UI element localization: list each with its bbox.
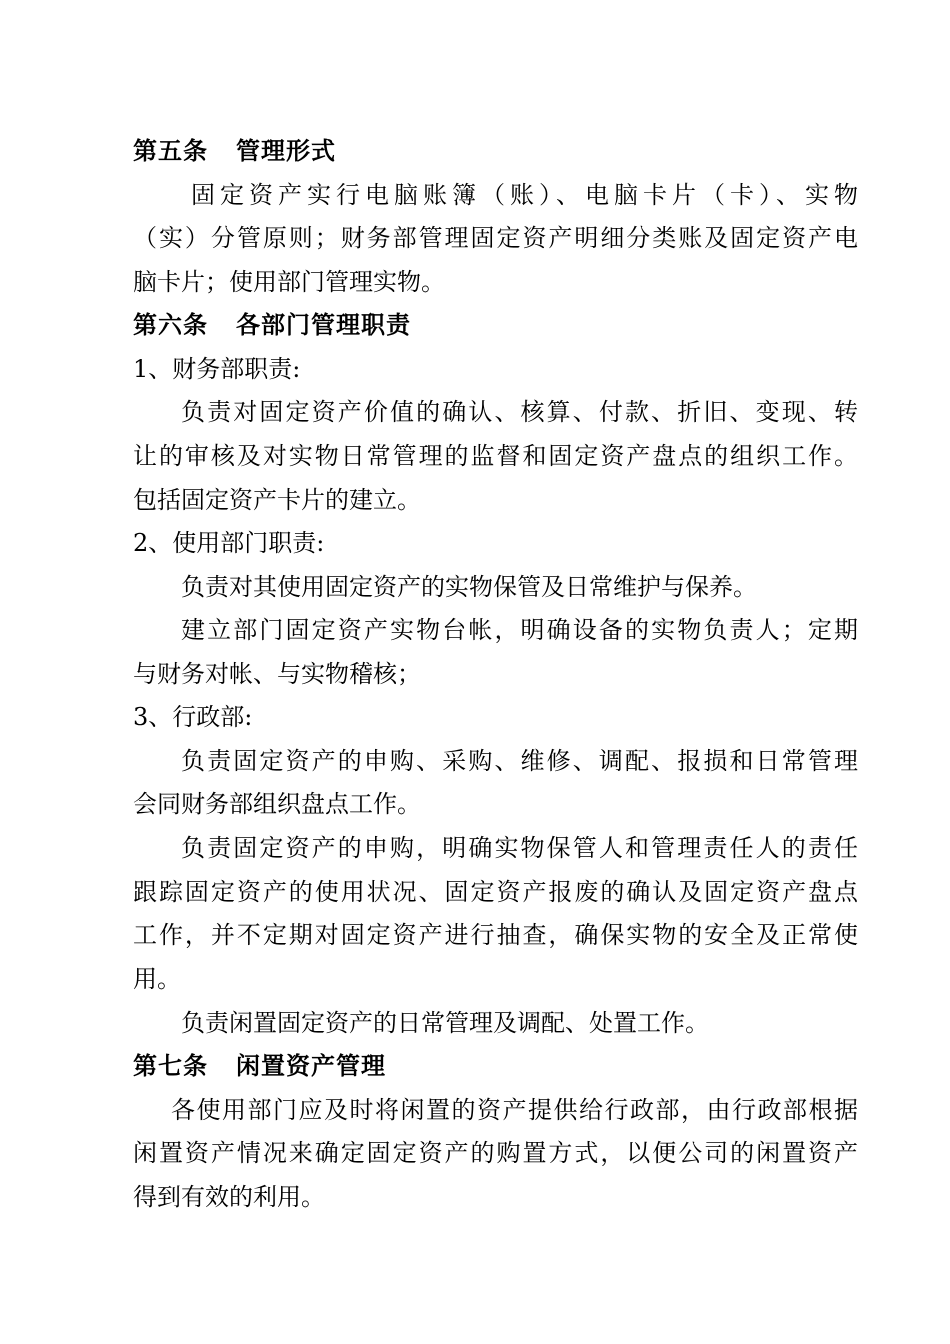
article-5-title: 管理形式	[236, 137, 336, 165]
paragraph-line: 负责固定资产的申购、采购、维修、调配、报损和日常管理	[181, 747, 858, 775]
paragraph-line: 负责对固定资产价值的确认、核算、付款、折旧、变现、转	[181, 398, 858, 426]
article-7-number: 第七条	[133, 1052, 208, 1080]
paragraph-line: 与财务对帐、与实物稽核；	[133, 660, 421, 688]
article-6-number: 第六条	[133, 311, 208, 339]
paragraph-line: 会同财务部组织盘点工作。	[133, 790, 421, 818]
article-5-heading	[133, 136, 858, 166]
paragraph-line: 让的审核及对实物日常管理的监督和固定资产盘点的组织工作。	[133, 442, 858, 470]
list-item-admin-dept: 3、行政部:	[133, 703, 253, 731]
article-7-heading	[133, 1051, 858, 1081]
paragraph-line: 固定资产实行电脑账簿（账）、电脑卡片（卡）、实物	[191, 181, 858, 209]
paragraph-line: 闲置资产情况来确定固定资产的购置方式，以便公司的闲置资产	[133, 1139, 858, 1167]
paragraph-line: 跟踪固定资产的使用状况、固定资产报废的确认及固定资产盘点	[133, 878, 858, 906]
article-6-title: 各部门管理职责	[236, 311, 411, 339]
paragraph-line: 脑卡片；使用部门管理实物。	[133, 268, 445, 296]
paragraph-line: 用。	[133, 965, 181, 993]
paragraph-line: 工作，并不定期对固定资产进行抽查，确保实物的安全及正常使	[133, 921, 858, 949]
article-7-title: 闲置资产管理	[236, 1052, 386, 1080]
paragraph-line: 负责固定资产的申购，明确实物保管人和管理责任人的责任	[181, 834, 858, 862]
list-item-finance-dept: 1、财务部职责:	[133, 355, 301, 383]
list-item-using-dept: 2、使用部门职责:	[133, 529, 325, 557]
paragraph-line: 负责闲置固定资产的日常管理及调配、处置工作。	[181, 1009, 709, 1037]
paragraph-line: （实）分管原则；财务部管理固定资产明细分类账及固定资产电	[133, 224, 858, 252]
paragraph-line: 包括固定资产卡片的建立。	[133, 486, 421, 514]
paragraph-line: 负责对其使用固定资产的实物保管及日常维护与保养。	[181, 573, 757, 601]
article-6-heading	[133, 310, 858, 340]
paragraph-line: 得到有效的利用。	[133, 1183, 325, 1211]
paragraph-line: 各使用部门应及时将闲置的资产提供给行政部，由行政部根据	[171, 1096, 858, 1124]
article-5-number: 第五条	[133, 137, 208, 165]
paragraph-line: 建立部门固定资产实物台帐，明确设备的实物负责人；定期	[181, 616, 858, 644]
